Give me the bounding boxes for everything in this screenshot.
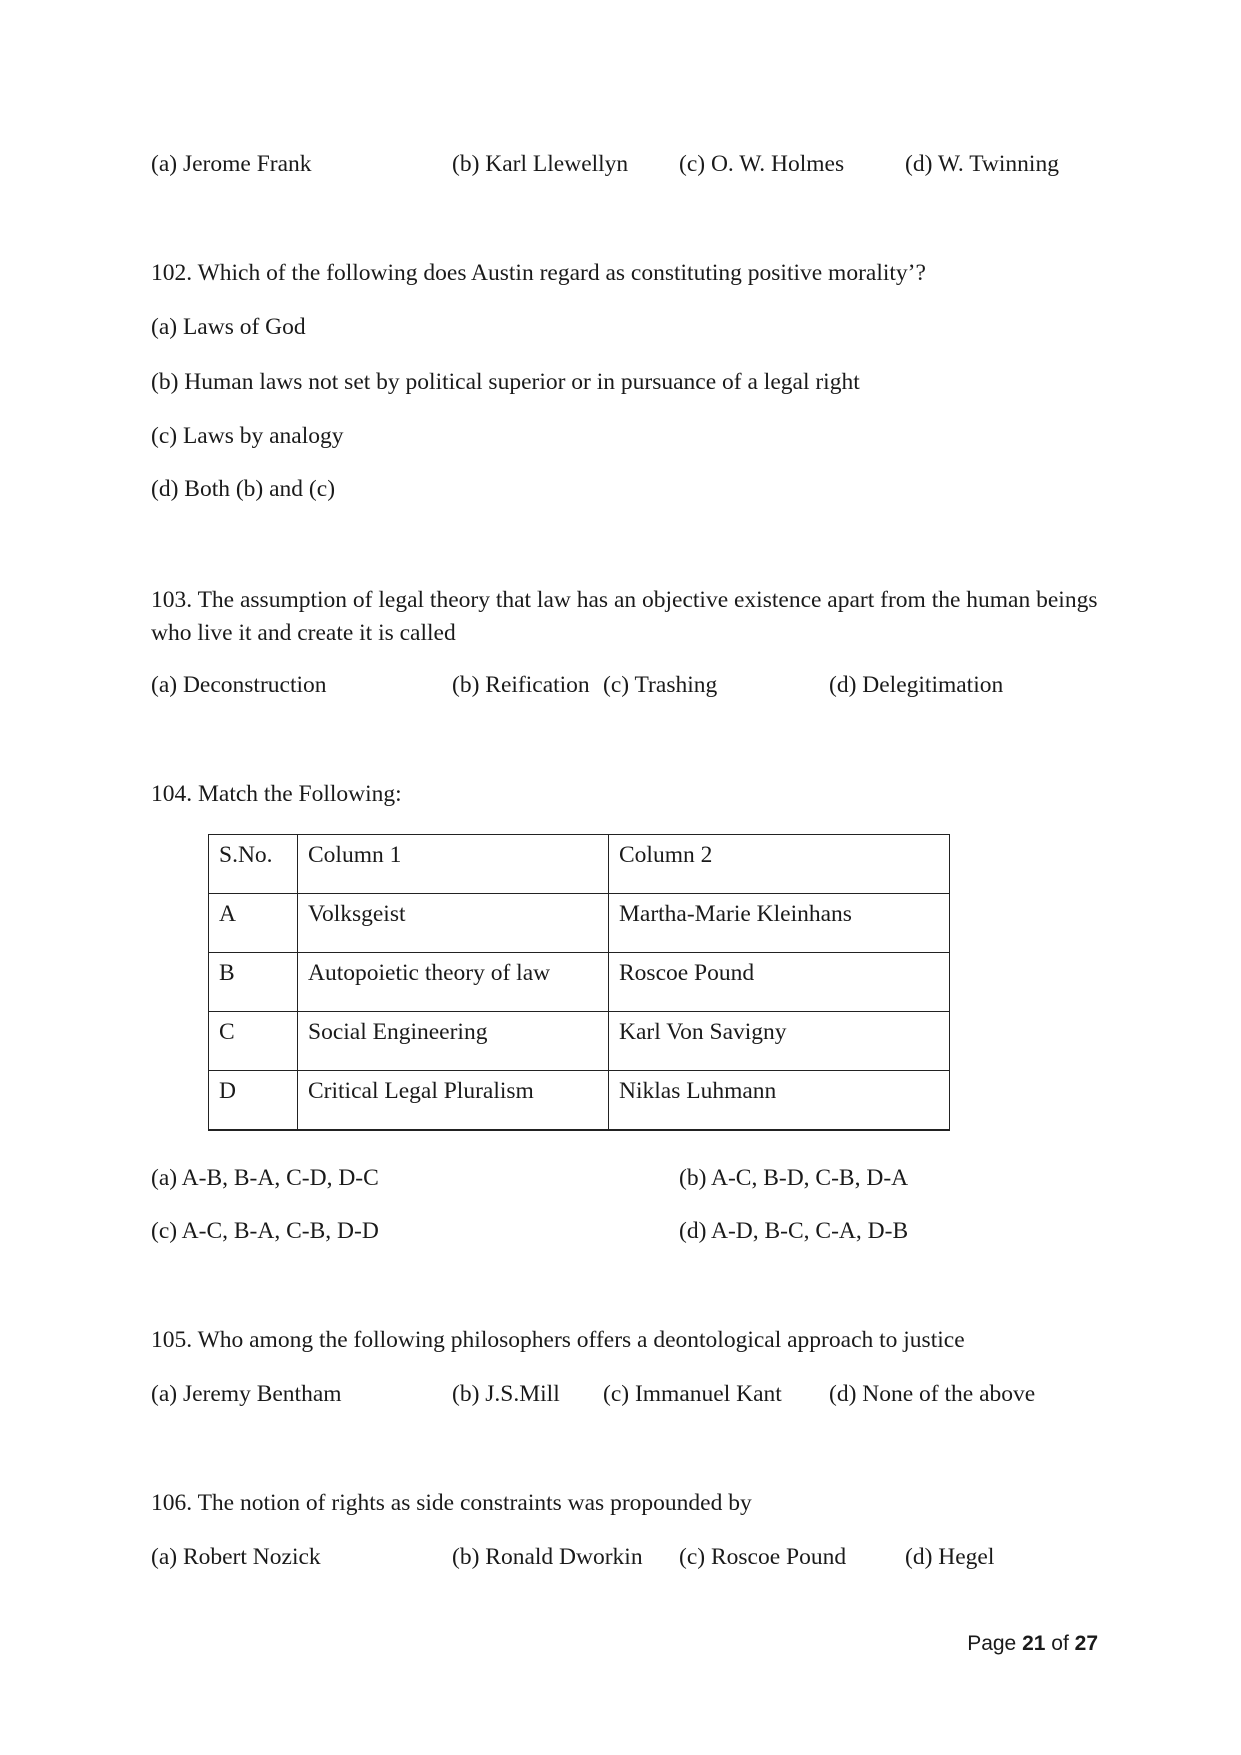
q106-question: 106. The notion of rights as side constraints was propounded by [151, 1490, 752, 1516]
q102-question: 102. Which of the following does Austin regard as constituting positive morality’? [151, 260, 926, 286]
table-cell: Volksgeist [298, 894, 609, 953]
table-cell: C [209, 1012, 298, 1071]
q104-option-a: (a) A-B, B-A, C-D, D-C [151, 1165, 379, 1191]
table-row [209, 894, 950, 953]
q104-option-c: (c) A-C, B-A, C-B, D-D [151, 1218, 379, 1244]
q105-option-c: (c) Immanuel Kant [603, 1381, 782, 1407]
table-header-cell: S.No. [209, 835, 298, 894]
q101-option-b: (b) Karl Llewellyn [452, 151, 629, 177]
q103-question: 103. The assumption of legal theory that law has an objective existence apart from the human beings who live it and create it is called [151, 587, 1098, 646]
table-cell: Karl Von Savigny [609, 1012, 950, 1071]
q103-option-b: (b) Reification [452, 672, 590, 698]
q105-question: 105. Who among the following philosophers offers a deontological approach to justice [151, 1327, 965, 1353]
q101-option-c: (c) O. W. Holmes [679, 151, 845, 177]
current-page: 21 [1022, 1632, 1046, 1655]
q106-option-a: (a) Robert Nozick [151, 1544, 321, 1570]
q105-option-d: (d) None of the above [829, 1381, 1036, 1407]
table-cell: B [209, 953, 298, 1012]
q103-option-c: (c) Trashing [603, 672, 718, 698]
table-cell: Autopoietic theory of law [298, 953, 609, 1012]
q102-option-b: (b) Human laws not set by political superior or in pursuance of a legal right [151, 369, 860, 395]
table-cell: D [209, 1071, 298, 1131]
table-cell: Roscoe Pound [609, 953, 950, 1012]
table-cell: A [209, 894, 298, 953]
q106-option-c: (c) Roscoe Pound [679, 1544, 847, 1570]
q106-option-d: (d) Hegel [905, 1544, 995, 1570]
q102-option-d: (d) Both (b) and (c) [151, 476, 336, 502]
q102-option-c: (c) Laws by analogy [151, 423, 344, 449]
q103-option-a: (a) Deconstruction [151, 672, 327, 698]
table-row [209, 1012, 950, 1071]
q105-option-a: (a) Jeremy Bentham [151, 1381, 342, 1407]
q105-option-b: (b) J.S.Mill [452, 1381, 560, 1407]
q104-option-d: (d) A-D, B-C, C-A, D-B [679, 1218, 909, 1244]
q106-option-b: (b) Ronald Dworkin [452, 1544, 643, 1570]
table-cell: Martha-Marie Kleinhans [609, 894, 950, 953]
page-of-label: of [1051, 1632, 1069, 1655]
match-table [208, 834, 950, 1131]
q103-option-d: (d) Delegitimation [829, 672, 1004, 698]
q101-option-a: (a) Jerome Frank [151, 151, 312, 177]
q104-option-b: (b) A-C, B-D, C-B, D-A [679, 1165, 909, 1191]
table-cell: Critical Legal Pluralism [298, 1071, 609, 1131]
table-cell: Niklas Luhmann [609, 1071, 950, 1131]
q102-option-a: (a) Laws of God [151, 314, 306, 340]
table-header-row [209, 835, 950, 894]
table-row [209, 1071, 950, 1131]
total-pages: 27 [1074, 1632, 1098, 1655]
q101-option-d: (d) W. Twinning [905, 151, 1059, 177]
table-header-cell: Column 2 [609, 835, 950, 894]
table-row [209, 953, 950, 1012]
page-label: Page [967, 1632, 1017, 1655]
q104-question: 104. Match the Following: [151, 781, 402, 807]
page-number [967, 1632, 1098, 1656]
table-header-cell: Column 1 [298, 835, 609, 894]
table-cell: Social Engineering [298, 1012, 609, 1071]
